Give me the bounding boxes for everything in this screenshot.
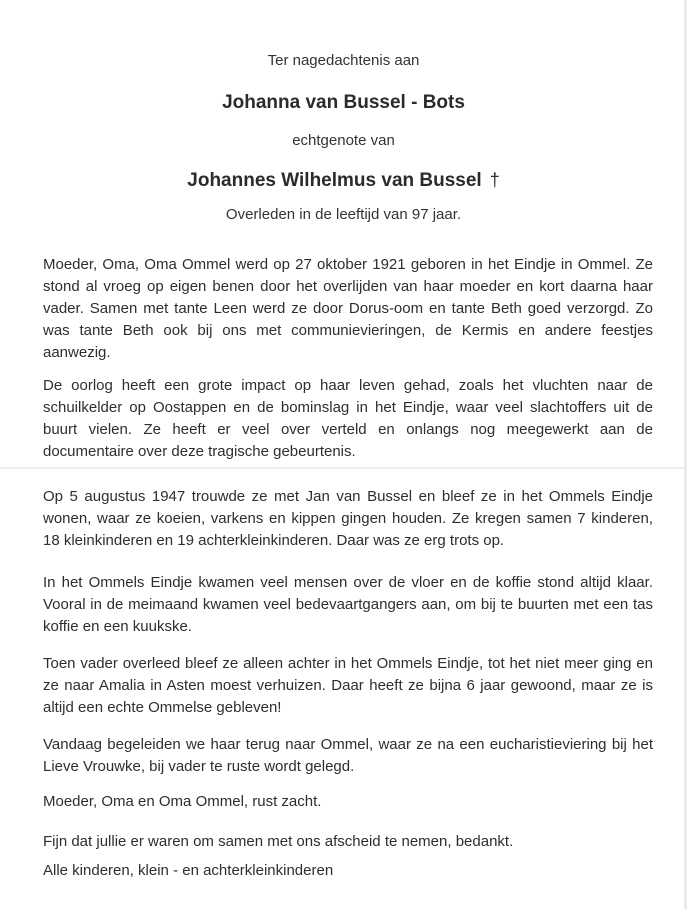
deceased-name: Johanna van Bussel - Bots [222,92,465,113]
paragraph-marriage: Op 5 augustus 1947 trouwde ze met Jan van Bussel en bleef ze in het Ommels Eindje wonen, waar ze koeien, varkens en kippen gingen houden. Ze kregen samen 7 kinderen, 18 kleinkinderen en 19 achterkleinkinderen. Daar was ze erg trots op. [43,488,653,549]
spouse-line [0,170,687,192]
paragraph-coffee: In het Ommels Eindje kwamen veel mensen over de vloer en de koffie stond altijd klaar. Vooral in de meimaand kwamen veel bedevaartgangers aan, om bij te buurten met een tas koffie en een kuukske. [43,574,653,635]
relation-line: echtgenote van [292,132,395,149]
paragraph-amalia: Toen vader overleed bleef ze alleen achter in het Ommels Eindje, tot het niet meer ging en ze naar Amalia in Asten moest verhuizen. Daar heeft ze bijna 6 jaar gewoond, maar ze is altijd een echte Ommelse gebleven! [43,655,653,716]
intro-line: Ter nagedachtenis aan [267,52,420,69]
paragraph-funeral: Vandaag begeleiden we haar terug naar Ommel, waar ze na een eucharistieviering bij het Lieve Vrouwke, bij vader te ruste wordt gelegd. [43,736,653,775]
thanks-line: Fijn dat jullie er waren om samen met ons afscheid te nemen, bedankt. [43,833,514,850]
paragraph-war: De oorlog heeft een grote impact op haar leven gehad, zoals het vluchten naar de schuilkelder op Oostappen en de bominslag in het Eindje, waar veel slachtoffers uit de buurt vielen. Ze heeft er veel over verteld en onlangs nog meegewerkt aan de documentaire over deze tragische gebeurtenis. [43,377,653,460]
fold-line [0,467,687,469]
cross-mark: † [489,170,500,190]
rest-line: Moeder, Oma en Oma Ommel, rust zacht. [43,793,322,810]
age-line: Overleden in de leeftijd van 97 jaar. [225,206,462,223]
spouse-name: Johannes Wilhelmus van Bussel [187,170,482,191]
signature-line: Alle kinderen, klein - en achterkleinkinderen [43,862,334,879]
paragraph-childhood: Moeder, Oma, Oma Ommel werd op 27 oktober 1921 geboren in het Eindje in Ommel. Ze stond al vroeg op eigen benen door het overlijden van haar moeder en kort daarna haar vader. Samen met tante Leen werd ze door Dorus-oom en tante Beth goed verzorgd. Zo was tante Beth ook bij ons met communievieringen, de Kermis en andere feestjes aanwezig. [43,256,653,361]
